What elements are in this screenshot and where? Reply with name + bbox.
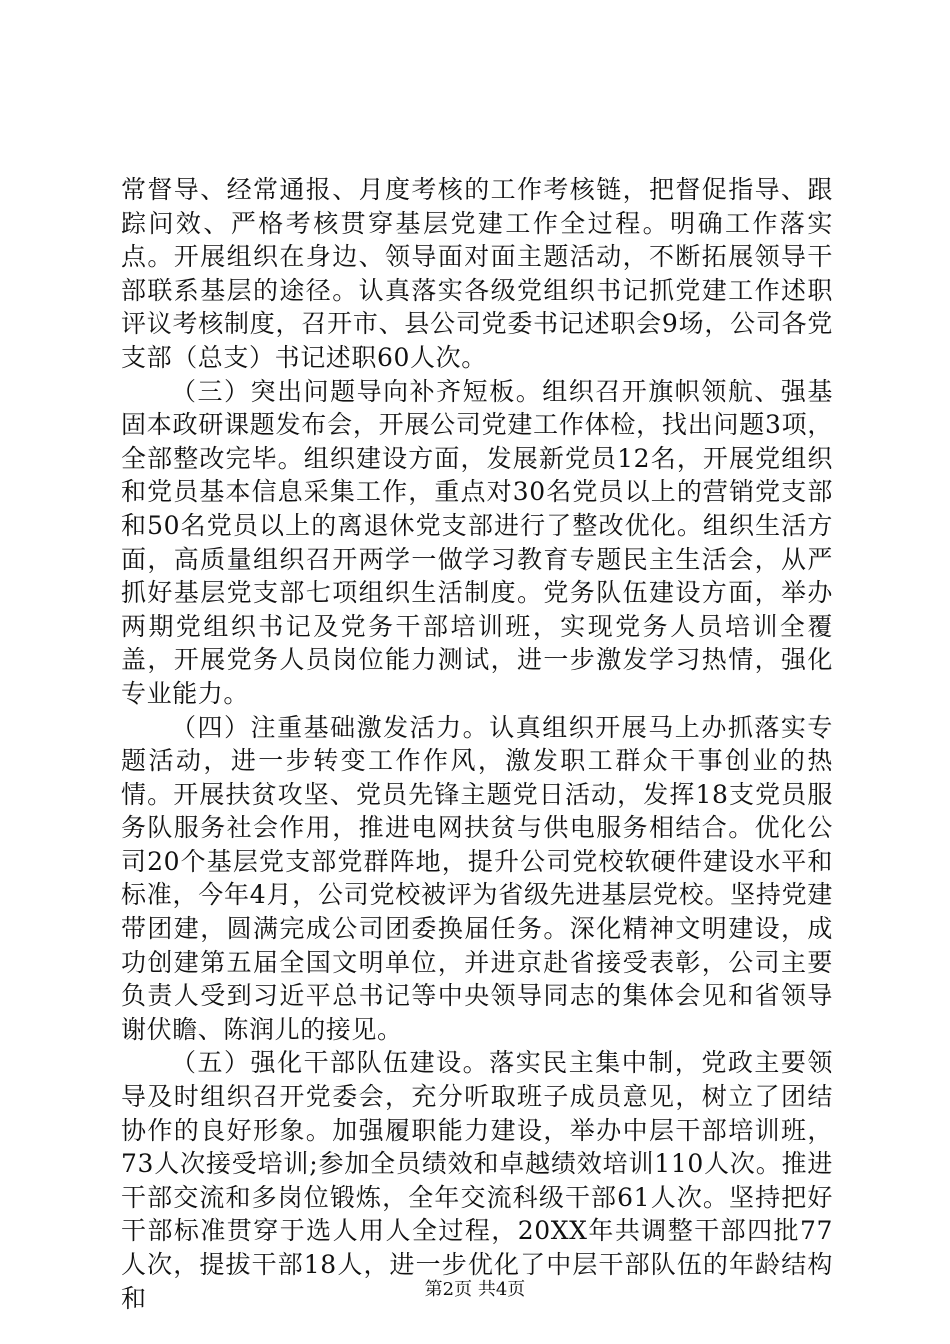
paragraph-section-4: （四）注重基础激发活力。认真组织开展马上办抓落实专题活动，进一步转变工作作风，激发职工群众干事创业的热情。开展扶贫攻坚、党员先锋主题党日活动，发挥18支党员服务队服务社会作用，推进电网扶贫与供电服务相结合。优化公司20个基层党支部党群阵地，提升公司党校软硬件建设水平和标准，今年4月，公司党校被评为省级先进基层党校。坚持党建带团建，圆满完成公司团委换届任务。深化精神文明建设，成功创建第五届全国文明单位，并进京赴省接受表彰，公司主要负责人受到习近平总书记等中央领导同志的集体会见和省领导谢伏瞻、陈润儿的接见。 <box>121 712 833 1044</box>
paragraph-section-5: （五）强化干部队伍建设。落实民主集中制，党政主要领导及时组织召开党委会，充分听取班子成员意见，树立了团结协作的良好形象。加强履职能力建设，举办中层干部培训班，73人次接受培训;参加全员绩效和卓越绩效培训110人次。推进干部交流和多岗位锻炼，全年交流科级干部61人次。坚持把好干部标准贯穿于选人用人全过程，20XX年共调整干部四批77人次，提拔干部18人，进一步优化了中层干部队伍的年龄结构和 <box>121 1048 833 1313</box>
paragraph-continued: 常督导、经常通报、月度考核的工作考核链，把督促指导、跟踪问效、严格考核贯穿基层党建工作全过程。明确工作落实点。开展组织在身边、领导面对面主题活动，不断拓展领导干部联系基层的途径。认真落实各级党组织书记抓党建工作述职评议考核制度，召开市、县公司党委书记述职会9场，公司各党支部（总支）书记述职60人次。 <box>121 175 833 372</box>
page-number-footer: 第2页 共4页 <box>424 1279 526 1300</box>
paragraph-section-3: （三）突出问题导向补齐短板。组织召开旗帜领航、强基固本政研课题发布会，开展公司党建工作体检，找出问题3项，全部整改完毕。组织建设方面，发展新党员12名，开展党组织和党员基本信息采集工作，重点对30名党员以上的营销党支部和50名党员以上的离退休党支部进行了整改优化。组织生活方面，高质量组织召开两学一做学习教育专题民主生活会，从严抓好基层党支部七项组织生活制度。党务队伍建设方面，举办两期党组织书记及党务干部培训班，实现党务人员培训全覆盖，开展党务人员岗位能力测试，进一步激发学习热情，强化专业能力。 <box>121 376 833 708</box>
document-body <box>121 173 833 1315</box>
